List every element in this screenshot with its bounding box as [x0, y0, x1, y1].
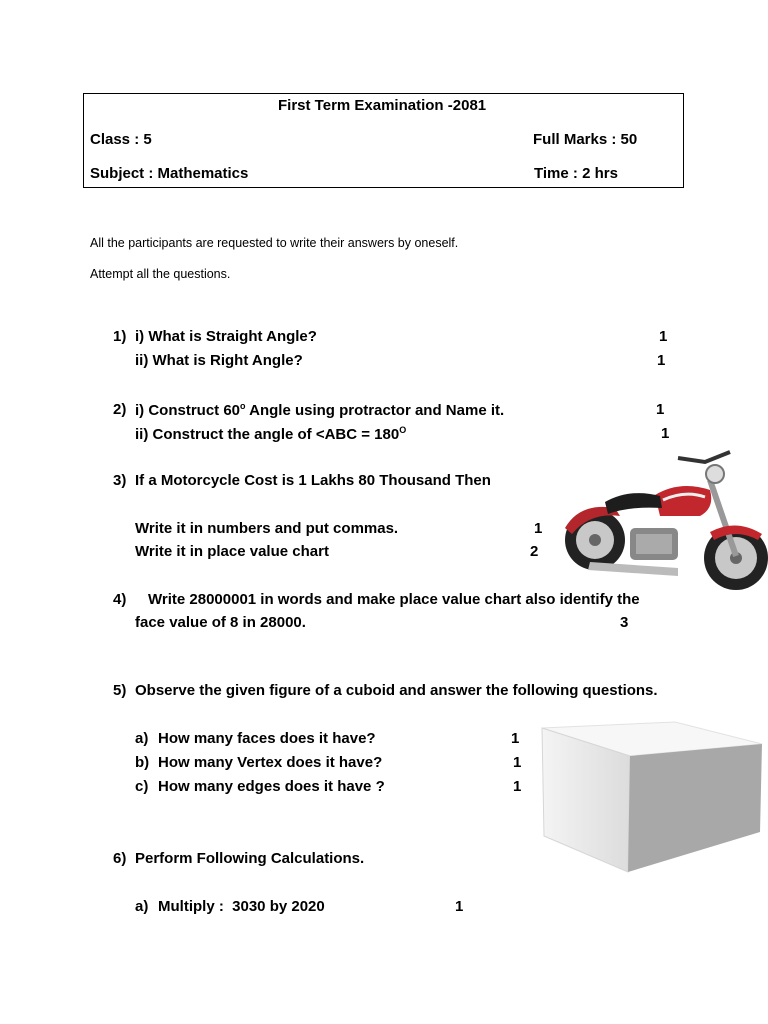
question-marks: 1: [657, 352, 666, 369]
question-text: face value of 8 in 28000.: [135, 614, 306, 631]
question-text: ii) What is Right Angle?: [135, 352, 303, 369]
question-text: ii) Construct the angle of $<ABC = 180^O$: [135, 425, 407, 443]
sub-question-text: How many Vertex does it have?: [158, 754, 383, 771]
question-text: If a Motorcycle Cost is 1 Lakhs 80 Thousand Then: [135, 472, 491, 489]
question-text: Observe the given figure of a cuboid and answer the following questions.: [135, 682, 658, 699]
question-number: 1): [113, 328, 127, 345]
question-marks: 1: [513, 778, 522, 795]
exam-title: First Term Examination -2081: [278, 97, 487, 114]
question-marks: 1: [659, 328, 668, 345]
question-text: Perform Following Calculations.: [135, 850, 365, 867]
question-marks: 1: [511, 730, 520, 747]
question-text: i) What is Straight Angle?: [135, 328, 317, 345]
question-number: 4): [113, 591, 127, 608]
question-number: 6): [113, 850, 127, 867]
time-label: Time : 2 hrs: [534, 165, 618, 182]
question-marks: 2: [530, 543, 539, 560]
sub-question-label: a): [135, 730, 149, 747]
question-text: i) Construct 60$^o$ Angle using protractor and Name it.: [135, 401, 505, 419]
question-text: Write it in numbers and put commas.: [135, 520, 399, 537]
full-marks-label: Full Marks : 50: [533, 131, 638, 148]
question-number: 5): [113, 682, 127, 699]
question-number: 2): [113, 401, 127, 418]
question-marks: 1: [455, 898, 464, 915]
question-marks: 1: [661, 425, 670, 442]
sub-question-text: How many faces does it have?: [158, 730, 376, 747]
sub-question-text: How many edges does it have ?: [158, 778, 385, 795]
class-label: Class : 5: [90, 131, 152, 148]
cuboid-illustration: [540, 720, 765, 875]
question-marks: 1: [513, 754, 522, 771]
instruction-line: Attempt all the questions.: [90, 267, 231, 281]
question-marks: 1: [534, 520, 543, 537]
sub-question-label: b): [135, 754, 150, 771]
sub-question-label: c): [135, 778, 149, 795]
question-marks: 3: [620, 614, 629, 631]
question-text: Write it in place value chart: [135, 543, 329, 560]
sub-question-text: Multiply : 3030 by 2020: [158, 898, 325, 915]
sub-question-label: a): [135, 898, 149, 915]
motorcycle-illustration: [560, 450, 768, 600]
subject-label: Subject : Mathematics: [90, 165, 249, 182]
question-number: 3): [113, 472, 127, 489]
question-marks: 1: [656, 401, 665, 418]
instruction-line: All the participants are requested to write their answers by oneself.: [90, 236, 459, 250]
question-text: Write 28000001 in words and make place value chart also identify the: [148, 591, 640, 608]
cuboid-side-face: [628, 744, 762, 872]
